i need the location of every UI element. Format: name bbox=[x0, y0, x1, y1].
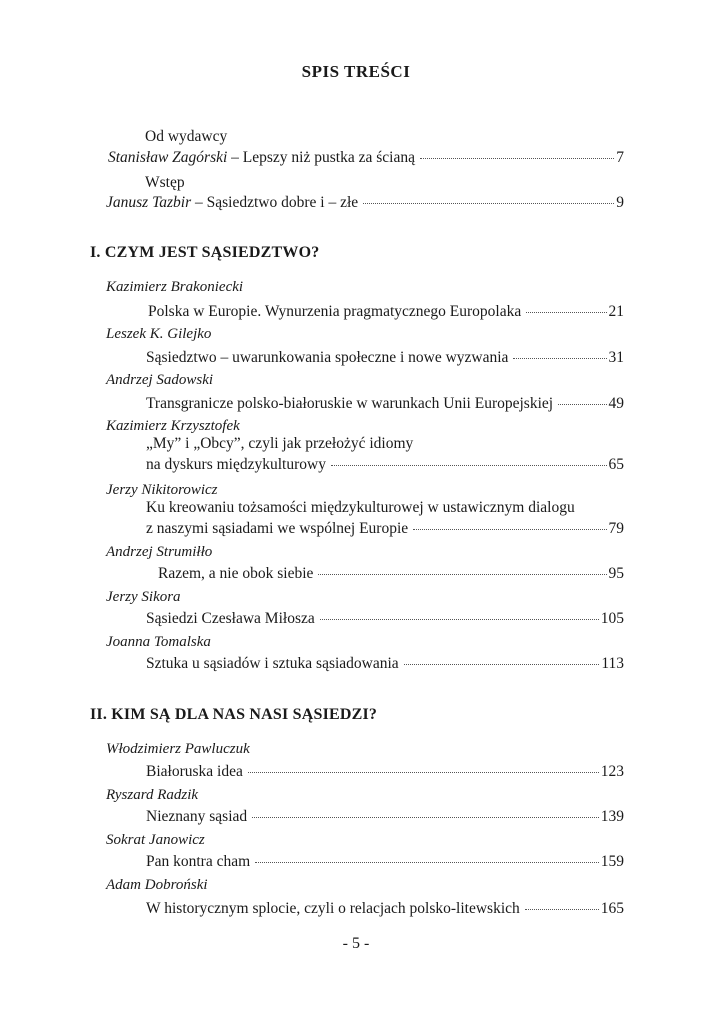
toc-author: Sokrat Janowicz bbox=[106, 832, 205, 848]
toc-title: Białoruska idea bbox=[146, 763, 243, 780]
toc-title-line: Ku kreowaniu tożsamości międzykulturowej w ustawicznym dialogu bbox=[146, 499, 575, 516]
toc-author: Włodzimierz Pawluczuk bbox=[106, 741, 250, 757]
toc-author: Andrzej Strumiłło bbox=[106, 544, 213, 560]
dot-leader bbox=[252, 817, 599, 818]
page-number: 65 bbox=[608, 456, 624, 473]
page-number: 9 bbox=[616, 194, 624, 211]
toc-entry[interactable] bbox=[148, 303, 624, 321]
toc-title: Sąsiedzi Czesława Miłosza bbox=[146, 610, 315, 627]
dot-leader bbox=[413, 529, 606, 530]
toc-author: Jerzy Nikitorowicz bbox=[106, 482, 218, 498]
toc-author: Kazimierz Krzysztofek bbox=[106, 418, 240, 434]
toc-title-line: „My” i „Obcy”, czyli jak przełożyć idiomy bbox=[146, 435, 414, 452]
wstep-label: Wstęp bbox=[145, 174, 185, 191]
toc-author: Janusz Tazbir bbox=[106, 194, 192, 211]
toc-entry[interactable] bbox=[146, 900, 624, 918]
dot-leader bbox=[320, 619, 599, 620]
toc-entry[interactable] bbox=[146, 456, 624, 474]
toc-title: – Sąsiedztwo dobre i – złe bbox=[191, 194, 359, 211]
toc-title: W historycznym splocie, czyli o relacjach polsko-litewskich bbox=[146, 900, 520, 917]
page-number: 139 bbox=[600, 808, 624, 825]
toc-entry[interactable] bbox=[146, 655, 624, 673]
toc-title: Nieznany sąsiad bbox=[146, 808, 248, 825]
dot-leader bbox=[525, 909, 599, 910]
toc-entry-label bbox=[108, 149, 415, 167]
toc-author: Joanna Tomalska bbox=[106, 634, 211, 650]
page-number: 79 bbox=[608, 520, 624, 537]
toc-title: Sztuka u sąsiadów i sztuka sąsiadowania bbox=[146, 655, 399, 672]
toc-title: Pan kontra cham bbox=[146, 853, 251, 870]
section-heading-2: II. KIM SĄ DLA NAS NASI SĄSIEDZI? bbox=[90, 706, 378, 723]
toc-entry[interactable] bbox=[146, 763, 624, 781]
page-number: 49 bbox=[608, 395, 624, 412]
dot-leader bbox=[331, 465, 607, 466]
toc-title: Transgranicze polsko-białoruskie w warunkach Unii Europejskiej bbox=[146, 395, 554, 412]
page-number: 31 bbox=[608, 349, 624, 366]
page-number: 123 bbox=[600, 763, 624, 780]
dot-leader bbox=[526, 312, 606, 313]
dot-leader bbox=[558, 404, 606, 405]
dot-leader bbox=[363, 203, 614, 204]
toc-author: Leszek K. Gilejko bbox=[106, 326, 212, 342]
page-number: 113 bbox=[601, 655, 624, 672]
dot-leader bbox=[318, 574, 606, 575]
toc-author: Jerzy Sikora bbox=[106, 589, 181, 605]
toc-entry[interactable] bbox=[146, 520, 624, 538]
dot-leader bbox=[248, 772, 599, 773]
page-number: 95 bbox=[608, 565, 624, 582]
dot-leader bbox=[255, 862, 599, 863]
toc-title: Razem, a nie obok siebie bbox=[158, 565, 314, 582]
page-title: SPIS TREŚCI bbox=[301, 62, 411, 81]
page-number: 159 bbox=[600, 853, 624, 870]
toc-entry[interactable] bbox=[146, 395, 624, 413]
toc-entry-tazbir[interactable] bbox=[106, 194, 624, 212]
dot-leader bbox=[420, 158, 614, 159]
od-wydawcy-label: Od wydawcy bbox=[145, 128, 228, 145]
toc-title: z naszymi sąsiadami we wspólnej Europie bbox=[146, 520, 409, 537]
toc-title: Sąsiedztwo – uwarunkowania społeczne i nowe wyzwania bbox=[146, 349, 509, 366]
toc-title: Polska w Europie. Wynurzenia pragmatycznego Europolaka bbox=[148, 303, 522, 320]
page-number: 105 bbox=[600, 610, 624, 627]
toc-entry[interactable] bbox=[146, 853, 624, 871]
page-footer-number: - 5 - bbox=[342, 935, 370, 952]
toc-author: Ryszard Radzik bbox=[106, 787, 199, 803]
toc-title: na dyskurs międzykulturowy bbox=[146, 456, 326, 473]
toc-author: Kazimierz Brakoniecki bbox=[106, 279, 244, 295]
page-number: 21 bbox=[608, 303, 624, 320]
page-number: 7 bbox=[616, 149, 624, 166]
page-number: 165 bbox=[600, 900, 624, 917]
dot-leader bbox=[513, 358, 606, 359]
toc-title: – Lepszy niż pustka za ścianą bbox=[227, 149, 415, 166]
section-heading-1: I. CZYM JEST SĄSIEDZTWO? bbox=[90, 244, 320, 261]
toc-entry[interactable] bbox=[146, 610, 624, 628]
dot-leader bbox=[404, 664, 600, 665]
toc-entry-zagorski[interactable] bbox=[108, 149, 624, 167]
toc-entry-label bbox=[106, 194, 358, 212]
toc-entry[interactable] bbox=[146, 349, 624, 367]
toc-author: Stanisław Zagórski bbox=[108, 149, 228, 166]
toc-author: Andrzej Sadowski bbox=[106, 372, 214, 388]
toc-entry[interactable] bbox=[158, 565, 624, 583]
toc-entry[interactable] bbox=[146, 808, 624, 826]
toc-author: Adam Dobroński bbox=[106, 877, 208, 893]
